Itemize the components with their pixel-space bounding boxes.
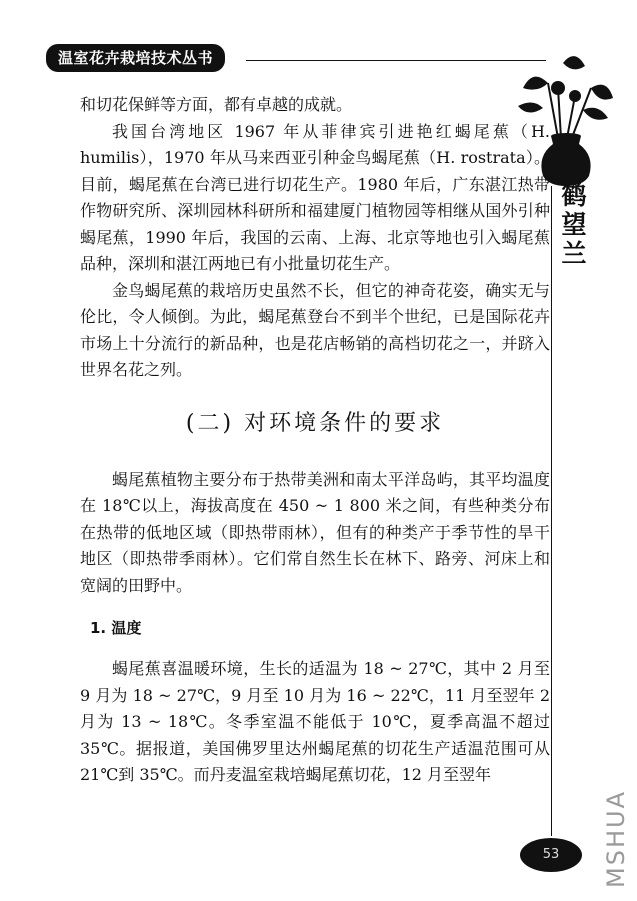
paragraph-2: 我国台湾地区 1967 年从菲律宾引进艳红蝎尾蕉（H. humilis），1970 年从马来西亚引种金鸟蝎尾蕉（H. rostrata）。目前，蝎尾蕉在台湾已进行切花生产。1980 年后，广东湛江热带作物研究所、深圳园林科研所和福建厦门植物园等相继从国外引种蝎尾蕉，1990 年后，我国的云南、上海、北京等地也引入蝎尾蕉品种，深圳和湛江两地已有小批量切花生产。 bbox=[80, 121, 550, 273]
paragraph-4: 蝎尾蕉植物主要分布于热带美洲和南太平洋岛屿，其平均温度在 18℃以上，海拔高度在 450 ~ 1 800 米之间，有些种类分布在热带的低地区域（即热带雨林），但有的种类产于季节性的旱干地区（即热带季雨林）。它们常自然生长在林下、路旁、河床上和宽阔的田野中。 bbox=[80, 469, 550, 595]
series-title-badge: 温室花卉栽培技术丛书 bbox=[46, 44, 225, 72]
section-heading: (二) 对环境条件的要求 bbox=[185, 410, 445, 436]
header-rule bbox=[246, 60, 546, 61]
main-text bbox=[80, 92, 550, 789]
side-title: 鹤望兰 bbox=[558, 182, 587, 269]
page-header bbox=[46, 44, 516, 72]
paragraph-1: 和切花保鲜等方面，都有卓越的成就。 bbox=[80, 95, 353, 114]
paragraph-5: 蝎尾蕉喜温暖环境，生长的适温为 18 ~ 27℃，其中 2 月至 9 月为 18 ~ 27℃，9 月至 10 月为 16 ~ 22℃，11 月至翌年 2 月为 13 ~ 18℃。冬季室温不能低于 10℃，夏季高温不超过 35℃。据报道，美国佛罗里达州蝎尾蕉的切花生产适温范围可从 21℃到 35℃。而丹麦温室栽培蝎尾蕉切花，12 月至翌年 bbox=[80, 659, 550, 784]
paragraph-3: 金鸟蝎尾蕉的栽培历史虽然不长，但它的神奇花姿，确实无与伦比，令人倾倒。为此，蝎尾蕉登台不到半个世纪，已是国际花卉市场上十分流行的新品种，也是花店畅销的高档切花之一，并跻入世界名花之列。 bbox=[80, 280, 550, 379]
page-number: 53 bbox=[520, 838, 582, 872]
side-rule bbox=[551, 186, 552, 836]
subheading-temperature: 1. 温度 bbox=[90, 619, 142, 637]
watermark: MSHUA bbox=[602, 790, 630, 888]
